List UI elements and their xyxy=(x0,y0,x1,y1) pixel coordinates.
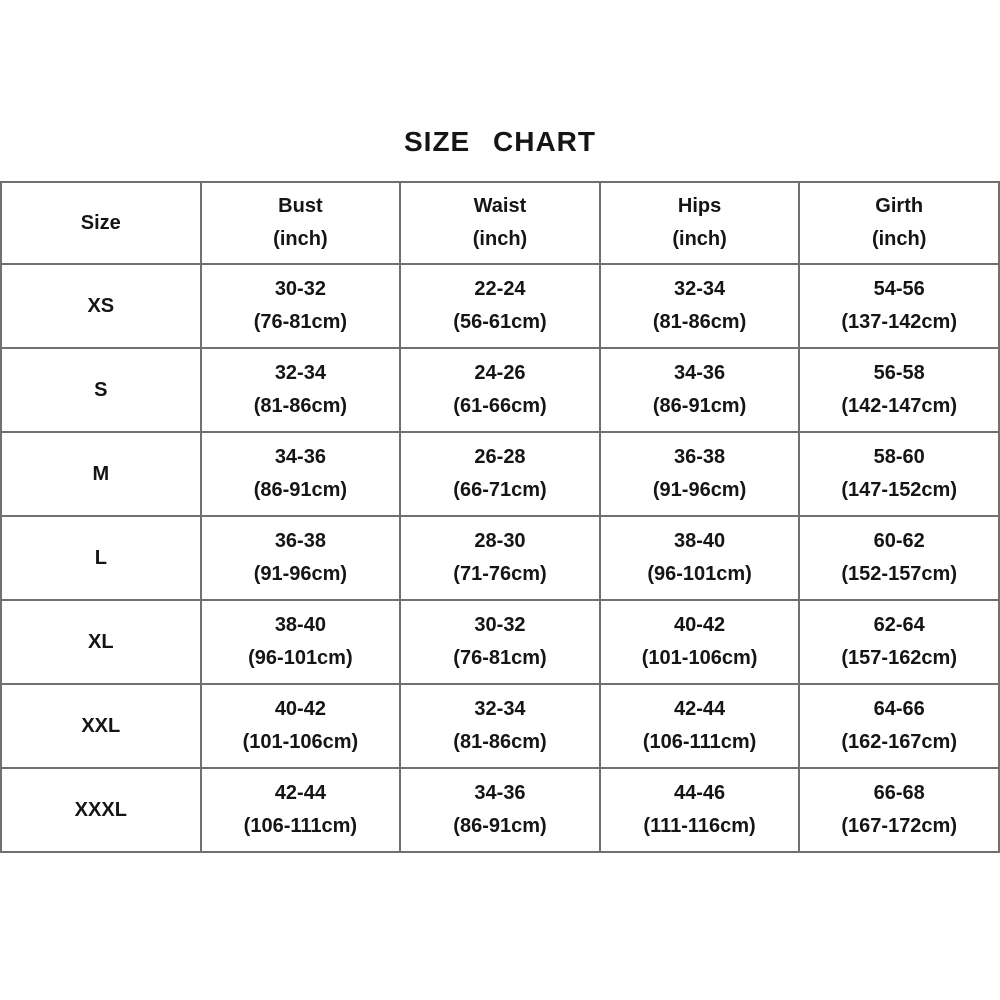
cell-bust xyxy=(201,432,401,516)
cell-inch-value: 40-42 xyxy=(274,698,326,720)
cell-inch-value: 30-32 xyxy=(474,614,526,636)
cell-cm-value: (81-86cm) xyxy=(253,395,348,417)
cell-inch-value: 32-34 xyxy=(274,362,326,384)
cell-inch-value: 44-46 xyxy=(674,782,726,804)
cell-cm-value: (162-167cm) xyxy=(841,731,957,753)
column-header-girth xyxy=(799,182,999,264)
cell-cm-value: (167-172cm) xyxy=(841,815,957,837)
cell-inch-value: 36-38 xyxy=(274,530,326,552)
cell-size: XXXL xyxy=(1,768,201,852)
cell-inch-value: 38-40 xyxy=(274,614,326,636)
column-header-label: Size xyxy=(80,211,121,234)
cell-cm-value: (101-106cm) xyxy=(641,647,758,669)
table-row-xxl xyxy=(1,684,999,768)
cell-cm-value: (61-66cm) xyxy=(453,395,547,417)
cell-cm-value: (111-116cm) xyxy=(643,815,756,837)
cell-cm-value: (81-86cm) xyxy=(453,731,547,753)
column-header-hips xyxy=(600,182,800,264)
column-header-size xyxy=(1,182,201,264)
cell-hips xyxy=(600,600,800,684)
cell-inch-value: 56-58 xyxy=(873,362,925,384)
cell-girth xyxy=(799,348,999,432)
cell-hips xyxy=(600,432,800,516)
column-header-unit: (inch) xyxy=(472,228,528,250)
cell-size: XXL xyxy=(1,684,201,768)
table-row-xl xyxy=(1,600,999,684)
column-header-label: Waist xyxy=(473,195,527,217)
column-header-waist xyxy=(400,182,600,264)
cell-bust xyxy=(201,516,401,600)
cell-cm-value: (142-147cm) xyxy=(841,395,957,417)
cell-bust xyxy=(201,684,401,768)
cell-cm-value: (106-111cm) xyxy=(243,815,358,837)
cell-cm-value: (91-96cm) xyxy=(652,479,747,501)
cell-cm-value: (101-106cm) xyxy=(242,731,359,753)
cell-inch-value: 54-56 xyxy=(873,278,925,300)
cell-cm-value: (86-91cm) xyxy=(253,479,348,501)
cell-inch-value: 28-30 xyxy=(474,530,526,552)
table-row-l xyxy=(1,516,999,600)
cell-bust xyxy=(201,264,401,348)
cell-hips xyxy=(600,264,800,348)
cell-inch-value: 58-60 xyxy=(873,446,925,468)
cell-inch-value: 32-34 xyxy=(474,698,526,720)
cell-cm-value: (147-152cm) xyxy=(841,479,957,501)
cell-hips xyxy=(600,348,800,432)
cell-waist xyxy=(400,348,600,432)
cell-inch-value: 60-62 xyxy=(873,530,925,552)
cell-inch-value: 40-42 xyxy=(674,614,726,636)
cell-waist xyxy=(400,684,600,768)
column-header-bust xyxy=(201,182,401,264)
cell-cm-value: (152-157cm) xyxy=(841,563,957,585)
cell-cm-value: (66-71cm) xyxy=(453,479,547,501)
cell-girth xyxy=(799,516,999,600)
cell-girth xyxy=(799,264,999,348)
cell-waist xyxy=(400,600,600,684)
cell-cm-value: (76-81cm) xyxy=(253,311,348,333)
cell-girth xyxy=(799,684,999,768)
cell-inch-value: 42-44 xyxy=(274,782,326,804)
cell-cm-value: (71-76cm) xyxy=(453,563,547,585)
cell-cm-value: (91-96cm) xyxy=(253,563,348,585)
cell-inch-value: 36-38 xyxy=(674,446,726,468)
column-header-unit: (inch) xyxy=(672,228,727,250)
cell-inch-value: 66-68 xyxy=(873,782,925,804)
cell-girth xyxy=(799,768,999,852)
cell-cm-value: (157-162cm) xyxy=(841,647,957,669)
cell-girth xyxy=(799,600,999,684)
cell-inch-value: 34-36 xyxy=(674,362,726,384)
cell-inch-value: 24-26 xyxy=(474,362,526,384)
cell-size: S xyxy=(1,348,201,432)
cell-inch-value: 34-36 xyxy=(274,446,326,468)
cell-inch-value: 26-28 xyxy=(474,446,526,468)
cell-size: XS xyxy=(1,264,201,348)
cell-waist xyxy=(400,432,600,516)
cell-waist xyxy=(400,768,600,852)
cell-cm-value: (56-61cm) xyxy=(453,311,547,333)
cell-size: M xyxy=(1,432,201,516)
cell-size: L xyxy=(1,516,201,600)
column-header-label: Bust xyxy=(278,195,323,217)
cell-inch-value: 34-36 xyxy=(474,782,526,804)
column-header-unit: (inch) xyxy=(871,228,927,250)
cell-inch-value: 32-34 xyxy=(674,278,726,300)
cell-hips xyxy=(600,768,800,852)
table-header-row xyxy=(1,182,999,264)
cell-cm-value: (96-101cm) xyxy=(248,647,353,669)
cell-inch-value: 30-32 xyxy=(274,278,326,300)
cell-waist xyxy=(400,264,600,348)
table-row-s xyxy=(1,348,999,432)
cell-cm-value: (81-86cm) xyxy=(652,311,747,333)
cell-waist xyxy=(400,516,600,600)
table-row-m xyxy=(1,432,999,516)
cell-hips xyxy=(600,516,800,600)
column-header-label: Hips xyxy=(677,195,722,217)
cell-cm-value: (106-111cm) xyxy=(642,731,757,753)
page-title: SIZE CHART xyxy=(404,126,596,157)
cell-bust xyxy=(201,348,401,432)
table-row-xs xyxy=(1,264,999,348)
cell-hips xyxy=(600,684,800,768)
cell-cm-value: (96-101cm) xyxy=(647,563,752,585)
cell-inch-value: 42-44 xyxy=(674,698,726,720)
size-chart-table xyxy=(0,181,1000,853)
column-header-unit: (inch) xyxy=(273,228,328,250)
cell-cm-value: (86-91cm) xyxy=(453,815,547,837)
cell-cm-value: (86-91cm) xyxy=(652,395,747,417)
cell-inch-value: 38-40 xyxy=(674,530,726,552)
cell-size: XL xyxy=(1,600,201,684)
cell-girth xyxy=(799,432,999,516)
cell-bust xyxy=(201,768,401,852)
cell-inch-value: 62-64 xyxy=(873,614,925,636)
cell-cm-value: (137-142cm) xyxy=(841,311,957,333)
cell-bust xyxy=(201,600,401,684)
cell-cm-value: (76-81cm) xyxy=(453,647,547,669)
cell-inch-value: 22-24 xyxy=(474,278,526,300)
cell-inch-value: 64-66 xyxy=(873,698,925,720)
column-header-label: Girth xyxy=(875,195,924,217)
table-row-xxxl xyxy=(1,768,999,852)
